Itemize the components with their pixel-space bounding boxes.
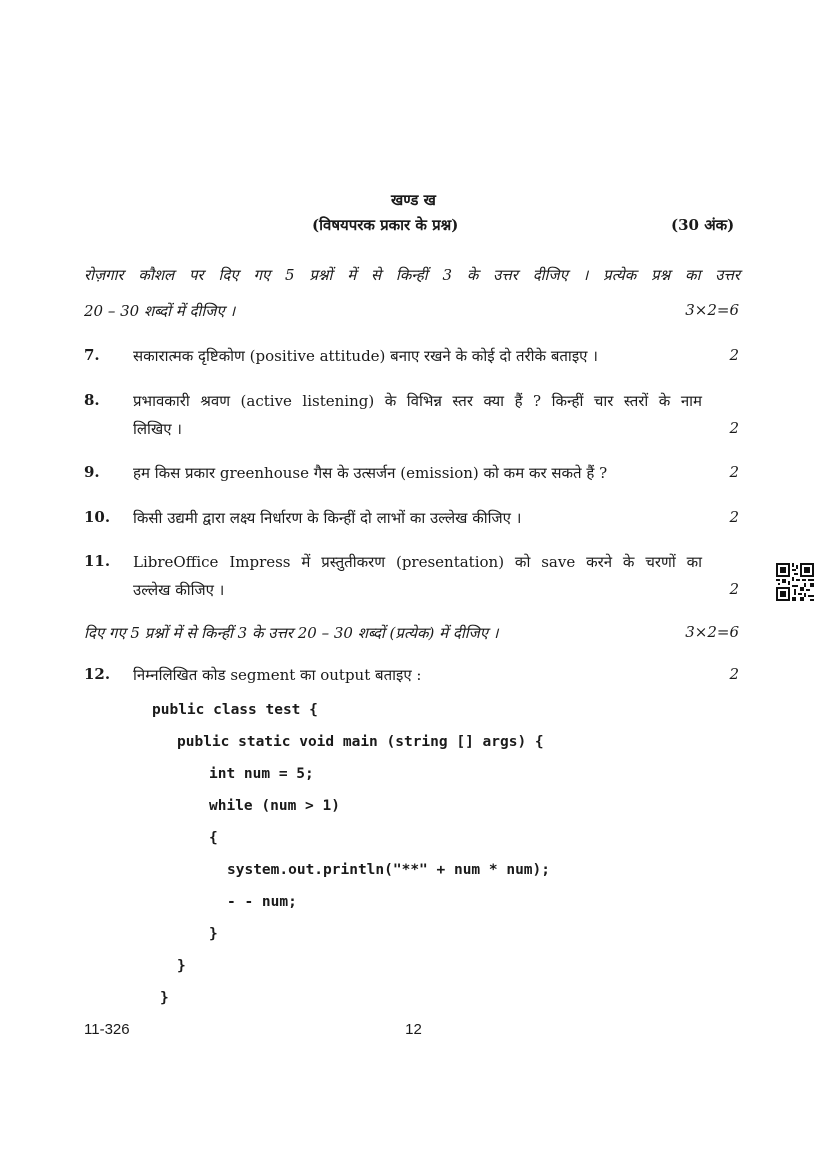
question-9-marks: 2 (729, 463, 739, 481)
question-8-marks: 2 (729, 419, 739, 437)
question-10-number: 10. (84, 508, 111, 526)
question-11-number: 11. (84, 552, 111, 570)
question-12-text: निम्नलिखित कोड segment का output बताइए : (133, 666, 422, 684)
question-12-marks: 2 (729, 665, 739, 683)
code-line-9: } (177, 958, 186, 974)
section-marks: (30 अंक) (671, 216, 735, 234)
question-10-text: किसी उद्यमी द्वारा लक्ष्य निर्धारण के किन्हीं दो लाभों का उल्लेख कीजिए । (133, 509, 522, 527)
code-line-4: while (num > 1) (209, 798, 340, 814)
code-line-1: public class test { (152, 702, 318, 718)
question-11-marks: 2 (729, 580, 739, 598)
question-9-text: हम किस प्रकार greenhouse गैस के उत्सर्जन (emission) को कम कर सकते हैं ? (133, 464, 608, 482)
question-7-marks: 2 (729, 346, 739, 364)
code-line-10: } (160, 990, 169, 1006)
question-11-text-line-2: उल्लेख कीजिए । (133, 581, 225, 599)
code-line-2: public static void main (string [] args) { (177, 734, 544, 750)
instruction-2-line-1: दिए गए 5 प्रश्नों में से किन्हीं 3 के उत्तर 20 – 30 शब्दों (प्रत्येक) में दीजिए । (84, 624, 499, 642)
question-7-number: 7. (84, 346, 100, 364)
instruction-1-line-1: रोज़गार कौशल पर दिए गए 5 प्रश्नों में से किन्हीं 3 के उत्तर दीजिए । प्रत्येक प्रश्न का उत्तर (84, 266, 740, 284)
instruction-1-marks: 3×2=6 (685, 301, 739, 319)
question-8-text-line-2: लिखिए । (133, 420, 182, 438)
question-8-text-line-1: प्रभावकारी श्रवण (active listening) के विभिन्न स्तर क्या हैं ? किन्हीं चार स्तरों के नाम (133, 392, 702, 410)
section-subtitle: (विषयपरक प्रकार के प्रश्न) (312, 216, 459, 234)
question-10-marks: 2 (729, 508, 739, 526)
page-number: 12 (405, 1021, 422, 1038)
qr-code-icon (776, 563, 814, 601)
question-12-number: 12. (84, 665, 111, 683)
code-line-3: int num = 5; (209, 766, 314, 782)
question-9-number: 9. (84, 463, 100, 481)
paper-code: 11-326 (84, 1021, 130, 1038)
code-line-8: } (209, 926, 218, 942)
instruction-2-marks: 3×2=6 (685, 623, 739, 641)
question-11-text-line-1: LibreOffice Impress में प्रस्तुतीकरण (presentation) को save करने के चरणों का (133, 553, 702, 571)
code-line-6: system.out.println("**" + num * num); (227, 862, 551, 878)
section-title: खण्ड ख (391, 191, 436, 209)
code-line-5: { (209, 830, 218, 846)
code-line-7: - - num; (227, 894, 297, 910)
question-7-text: सकारात्मक दृष्टिकोण (positive attitude) बनाए रखने के कोई दो तरीके बताइए । (133, 347, 598, 365)
instruction-1-line-2: 20 – 30 शब्दों में दीजिए । (84, 302, 236, 320)
question-8-number: 8. (84, 391, 100, 409)
